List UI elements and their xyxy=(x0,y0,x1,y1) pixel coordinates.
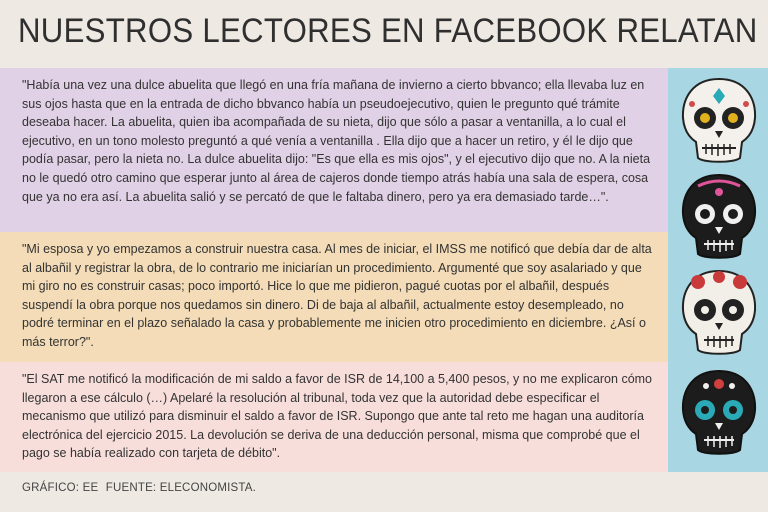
source-credit: FUENTE: ELECONOMISTA. xyxy=(105,482,257,494)
story-text: "Había una vez una dulce abuelita que llegó en una fría mañana de invierno a cierto bbvanco; ella llevaba luz en sus ojos hasta que en la entrada de dicho bbvanco había un pseudoejecutivo, quien le pregunto qué trámite deseaba hacer. La abuelita, quien iba acompañada de su nieta, dijo que sólo a pasar a ventanilla, a lo cual el ejecutivo, en un tono molesto preguntó a qué venía a ventanilla . Ella dijo que a hacer un retiro, y él le dijo que podía pasar, pero la nieta no. La dulce abuelita dijo: "Es que ella es mis ojos", y el ejecutivo dijo que no. A la nieta no le quedó otro camino que esperar junto al área de cajeros donde tiempo atrás había una sala de espera, cosa que ya no era así. La abuelita salió y se percató de que le faltaba dinero, pero ya era demasiado tarde…". xyxy=(22,78,651,204)
sugar-skull-icon xyxy=(678,268,760,358)
sugar-skull-icon xyxy=(678,368,760,458)
credits-footer xyxy=(22,482,260,494)
story-text: "El SAT me notificó la modificación de mi saldo a favor de ISR de 14,100 a 5,400 pesos, y no me explicaron cómo llegaron a ese cálculo (…) Apelaré la resolución al tribunal, toda vez que la autoridad debe especificar el mecanismo que utilizó para disminuir el saldo a favor de ISR. Supongo que ante tal reto me hagan una auditoría electrónica del ejercicio 2015. La devolución se deriva de una deducción personal, misma que comprobé que el pago se había realizado con tarjeta de débito". xyxy=(22,372,653,461)
story-text: "Mi esposa y yo empezamos a construir nuestra casa. Al mes de iniciar, el IMSS me notificó que debía dar de alta al albañil y registrar la obra, de lo contrario me iniciarían un procedimiento. Argumenté que soy asalariado y que mi giro no es construir casas; poco importó. Hice lo que me pidieron, pagué cuotas por el albañil, después suspendí la obra porque nos quedamos sin dinero. Di de baja al albañil, actualmente estoy desempleado, no podré terminar en el plazo señalado la casa y probablemente me inicien otro procedimiento en diciembre. ¿Así o más terror?". xyxy=(22,242,652,349)
story-panel-3 xyxy=(0,362,668,472)
story-panel-1 xyxy=(0,68,668,232)
skull-illustration-column xyxy=(668,68,768,472)
sugar-skull-icon xyxy=(678,76,760,166)
page-title: NUESTROS LECTORES EN FACEBOOK RELATAN xyxy=(18,12,758,50)
graphic-credit: GRÁFICO: EE xyxy=(22,482,99,494)
story-panel-2 xyxy=(0,232,668,362)
sugar-skull-icon xyxy=(678,172,760,262)
